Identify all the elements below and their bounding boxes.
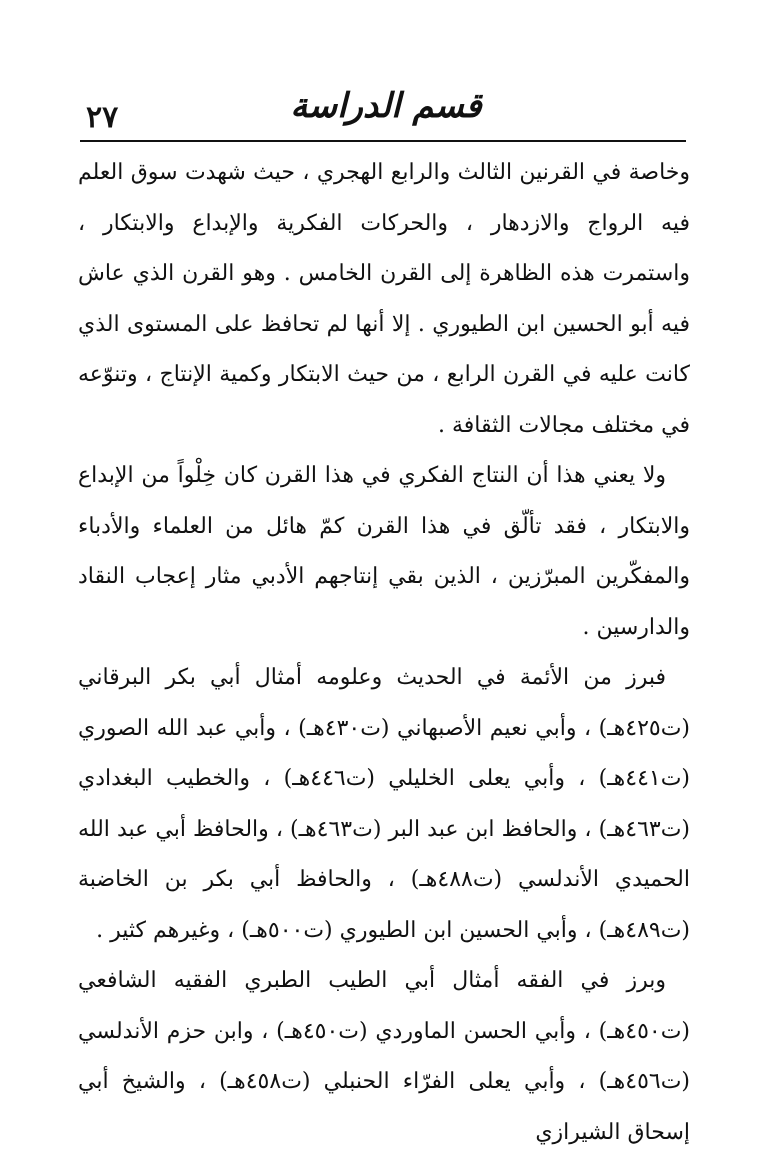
- paragraph: وبرز في الفقه أمثال أبي الطيب الطبري الفقيه الشافعي (ت٤٥٠هـ) ، وأبي الحسن الماوردي (ت٤٥٠هـ) ، وابن حزم الأندلسي (ت٤٥٦هـ) ، وأبي يعلى الفرّاء الحنبلي (ت٤٥٨هـ) ، والشيخ أبي إسحاق الشيرازي: [78, 968, 691, 1145]
- body-text: [78, 148, 690, 1158]
- header-divider: [80, 140, 686, 142]
- paragraph: فبرز من الأئمة في الحديث وعلومه أمثال أبي بكر البرقاني (ت٤٢٥هـ) ، وأبي نعيم الأصبهاني (ت٤٣٠هـ) ، وأبي عبد الله الصوري (ت٤٤١هـ) ، وأبي يعلى الخليلي (ت٤٤٦هـ) ، والخطيب البغدادي (ت٤٦٣هـ) ، والحافظ ابن عبد البر (ت٤٦٣هـ) ، والحافظ أبي عبد الله الحميدي الأندلسي (ت٤٨٨هـ) ، والحافظ أبي بكر بن الخاضبة (ت٤٨٩هـ) ، وأبي الحسين ابن الطيوري (ت٥٠٠هـ) ، وغيرهم كثير .: [78, 665, 690, 943]
- paragraph: ولا يعني هذا أن النتاج الفكري في هذا القرن كان خِلْواً من الإبداع والابتكار ، فقد تألّق في هذا القرن كمّ هائل من العلماء والأدباء والمفكّرين المبرّزين ، الذين بقي إنتاجهم الأدبي مثار إعجاب النقاد والدارسين .: [78, 463, 690, 640]
- page-number: ٢٧: [86, 100, 119, 135]
- page-header: [86, 78, 686, 140]
- section-title: قسم الدراسة: [290, 86, 482, 126]
- paragraph: وخاصة في القرنين الثالث والرابع الهجري ، حيث شهدت سوق العلم فيه الرواج والازدهار ، والحركات الفكرية والإبداع والابتكار ، واستمرت هذه الظاهرة إلى القرن الخامس . وهو القرن الذي عاش فيه أبو الحسين ابن الطيوري . إلا أنها لم تحافظ على المستوى الذي كانت عليه في القرن الرابع ، من حيث الابتكار وكمية الإنتاج ، وتنوّعه في مختلف مجالات الثقافة .: [78, 160, 690, 438]
